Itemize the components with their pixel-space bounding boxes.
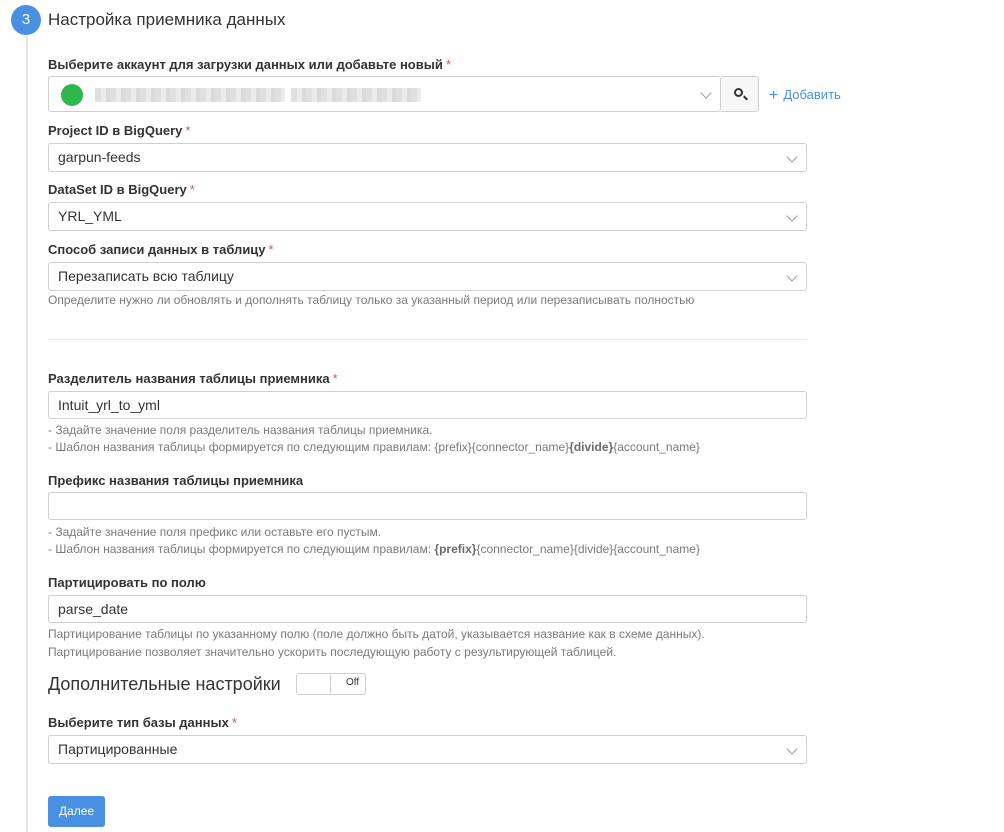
chevron-down-icon — [786, 151, 797, 162]
account-avatar — [61, 84, 83, 106]
step-line — [26, 36, 28, 832]
chevron-down-icon — [786, 743, 797, 754]
project-select[interactable] — [48, 143, 807, 172]
project-label-text: Project ID в BigQuery — [48, 123, 183, 138]
partition-hint-2: Партицирование позволяет значительно ускорить последующую работу с результирующей таблицей. — [48, 645, 617, 659]
write-mode-label — [48, 242, 274, 257]
separator-label — [48, 371, 338, 386]
dataset-value: YRL_YML — [58, 208, 122, 224]
write-mode-hint: Определите нужно ли обновлять и дополнять таблицу только за указанный период или перезаписывать полностью — [48, 293, 695, 307]
prefix-input[interactable] — [48, 492, 807, 520]
partition-input[interactable] — [48, 595, 807, 623]
dataset-label — [48, 182, 195, 197]
separator-hint-2-pre: - Шаблон названия таблицы формируется по следующим правилам: {prefix}{connector_name} — [48, 440, 570, 454]
add-account-label: Добавить — [783, 87, 841, 102]
search-icon — [734, 88, 743, 97]
account-label-text: Выберите аккаунт для загрузки данных или добавьте новый — [48, 57, 443, 72]
prefix-hint-1: - Задайте значение поля префикс или оставьте его пустым. — [48, 525, 382, 539]
chevron-down-icon — [700, 87, 711, 98]
section-divider — [48, 339, 807, 340]
separator-value: Intuit_yrl_to_yml — [58, 397, 160, 413]
db-type-label-text: Выберите тип базы данных — [48, 715, 229, 730]
separator-hint-2-bold: {divide} — [569, 440, 614, 454]
db-type-value: Партицированные — [58, 741, 178, 757]
prefix-hint-2-post: {connector_name}{divide}{account_name} — [476, 542, 700, 556]
chevron-down-icon — [786, 210, 797, 221]
separator-input[interactable] — [48, 391, 807, 419]
write-mode-select[interactable] — [48, 262, 807, 291]
next-button[interactable]: Далее — [48, 796, 105, 827]
required-mark: * — [332, 371, 338, 386]
write-mode-value: Перезаписать всю таблицу — [58, 268, 234, 284]
required-mark: * — [189, 182, 195, 197]
partition-value: parse_date — [58, 601, 129, 617]
toggle-knob — [297, 674, 331, 694]
prefix-label: Префикс названия таблицы приемника — [48, 473, 304, 488]
prefix-hint-2-bold: {prefix} — [434, 542, 477, 556]
plus-icon: + — [769, 87, 779, 104]
project-label — [48, 123, 190, 138]
prefix-hint-2-pre: - Шаблон названия таблицы формируется по следующим правилам: — [48, 542, 435, 556]
prefix-hint-2 — [48, 541, 700, 558]
write-mode-label-text: Способ записи данных в таблицу — [48, 242, 266, 257]
account-search-button[interactable] — [721, 76, 759, 112]
required-mark: * — [268, 242, 274, 257]
db-type-select[interactable] — [48, 735, 807, 764]
required-mark: * — [445, 57, 451, 72]
separator-hint-2-post: {account_name} — [613, 440, 700, 454]
separator-label-text: Разделитель названия таблицы приемника — [48, 371, 330, 386]
extra-settings-title: Дополнительные настройки — [48, 674, 281, 694]
required-mark: * — [231, 715, 237, 730]
account-select[interactable] — [48, 76, 721, 112]
partition-hint-1: Партицирование таблицы по указанному полю (поле должно быть датой, указывается название как в схеме данных). — [48, 627, 705, 641]
add-account-link[interactable] — [769, 87, 841, 105]
chevron-down-icon — [786, 270, 797, 281]
dataset-select[interactable] — [48, 202, 807, 231]
separator-hint-2 — [48, 439, 700, 456]
project-value: garpun-feeds — [58, 149, 141, 165]
db-type-label — [48, 715, 237, 730]
step-title: Настройка приемника данных — [48, 10, 286, 29]
account-name-redacted — [95, 88, 285, 102]
toggle-state-label: Off — [346, 677, 360, 688]
partition-label: Партицировать по полю — [48, 575, 206, 590]
extra-settings-toggle[interactable] — [296, 673, 366, 695]
account-label — [48, 57, 451, 72]
step-number: 3 — [11, 5, 41, 35]
separator-hint-1: - Задайте значение поля разделитель названия таблицы приемника. — [48, 423, 433, 437]
dataset-label-text: DataSet ID в BigQuery — [48, 182, 187, 197]
account-email-redacted — [291, 88, 421, 102]
search-icon-handle — [743, 96, 748, 101]
required-mark: * — [185, 123, 191, 138]
